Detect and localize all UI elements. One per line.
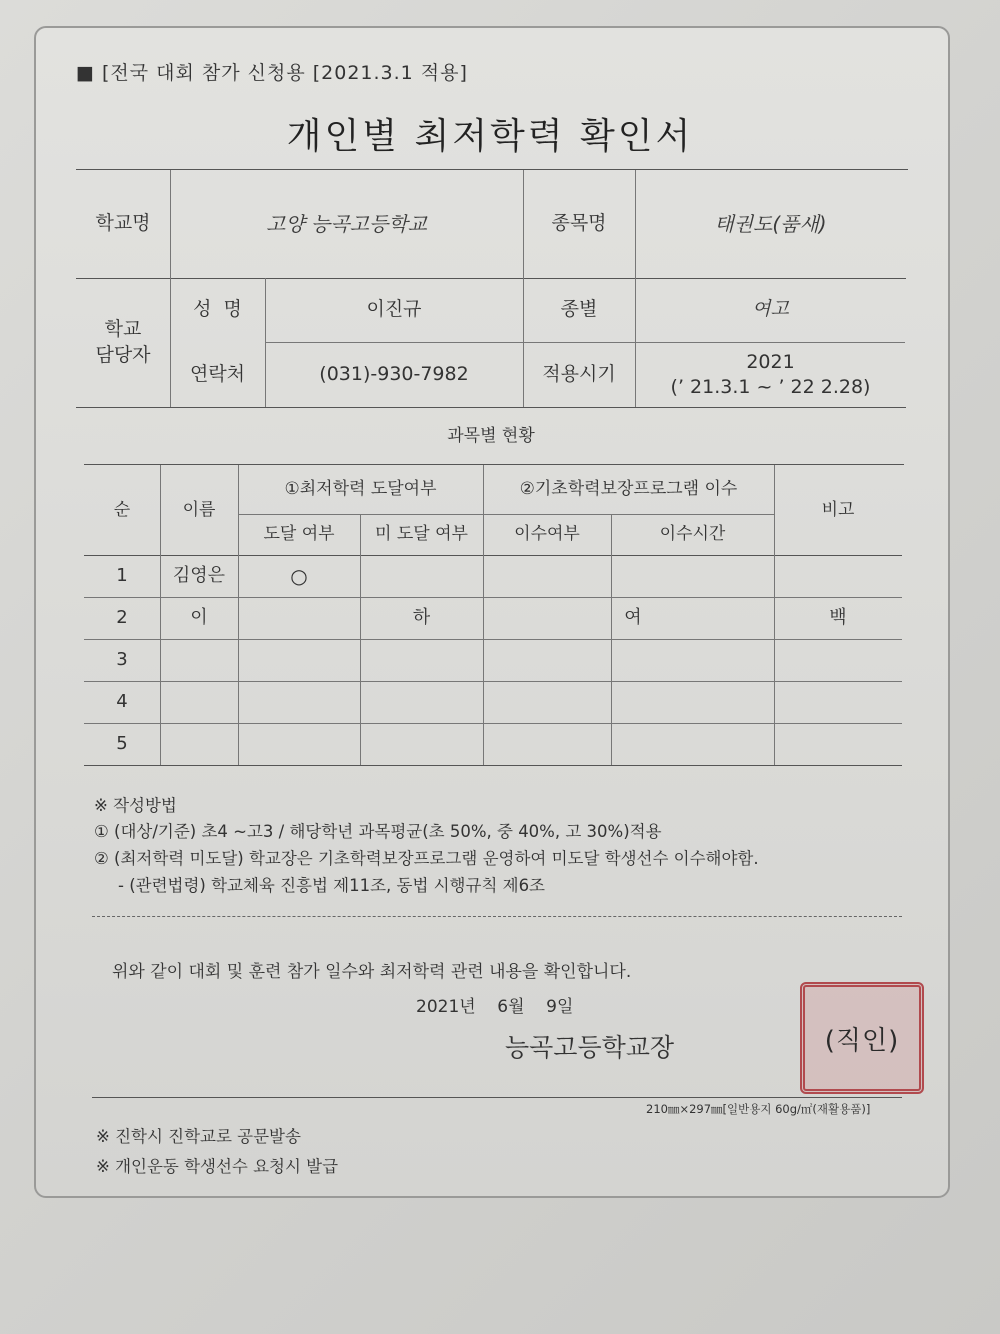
row1-reached: ○ [290, 564, 308, 588]
contact-value: (031)-930-7982 [319, 362, 469, 385]
stamp-label: (직인) [824, 1025, 900, 1056]
row2-not-reached: 하 [412, 607, 431, 629]
row1-not-reached [360, 556, 483, 597]
category-value: 여고 [752, 298, 789, 321]
row1-completed [483, 556, 611, 597]
info-bottom-border [76, 407, 906, 408]
col-no-header: 순 [113, 499, 131, 520]
row2-hours: 여 [624, 607, 642, 629]
row1-name: 김영은 [172, 565, 226, 587]
footer-divider [92, 1097, 902, 1098]
group2-header: ②기초학력보장프로그램 이수 [519, 479, 738, 500]
header-note: ■ [전국 대회 참가 신청용 [2021.3.1 적용] [76, 62, 468, 84]
status-row-line-2 [84, 639, 902, 640]
school-value: 고양 능곡고등학교 [266, 211, 427, 236]
document-title: 개인별 최저학력 확인서 [286, 116, 694, 157]
sub-completed-header: 이수여부 [514, 524, 580, 545]
instructions-heading: ※ 작성방법 [94, 796, 177, 815]
sport-value: 태권도(품새) [714, 211, 827, 236]
name-value: 이진규 [366, 298, 422, 321]
row2-completed [483, 598, 611, 639]
sport-label: 종목명 [551, 212, 607, 235]
row1-no: 1 [116, 565, 128, 587]
principal-name: 능곡고등학교장 [505, 1033, 675, 1062]
row3-no: 3 [116, 649, 128, 671]
period-label: 적용시기 [542, 362, 616, 385]
row1-hours [611, 556, 774, 597]
category-label: 종별 [560, 298, 598, 321]
col-name-header: 이름 [182, 499, 216, 520]
instructions-line1: ① (대상/기준) 초4 ~고3 / 해당학년 과목평균(초 50%, 중 40%, 고 30%)적용 [94, 822, 662, 841]
sub-not-reached-header: 미 도달 여부 [375, 524, 468, 545]
row2-name: 이 [190, 607, 208, 629]
name-label: 성 명 [193, 298, 242, 321]
footer-note-1: ※ 진학시 진학교로 공문발송 [96, 1127, 301, 1146]
period-range: (’ 21.3.1 ~ ’ 22 2.28) [670, 375, 871, 398]
manager-label [76, 278, 170, 407]
row2-remark: 백 [829, 607, 847, 629]
instructions-line2: ② (최저학력 미도달) 학교장은 기초학력보장프로그램 운영하여 미도달 학생선수 이수해야함. [94, 849, 759, 868]
instructions-divider [92, 916, 902, 917]
manager-label-line2: 담당자 [95, 343, 151, 366]
manager-label-line1: 학교 [104, 317, 142, 340]
period-value [635, 342, 906, 407]
paper-spec: 210㎜×297㎜[일반용지 60g/㎡(재활용품)] [646, 1102, 871, 1116]
row2-no: 2 [116, 607, 128, 629]
contact-label: 연락처 [189, 362, 246, 385]
instructions-line3: - (관련법령) 학교체육 진흥법 제11조, 동법 시행규칙 제6조 [118, 876, 545, 895]
col-remark-header: 비고 [821, 499, 855, 520]
confirmation-text: 위와 같이 대회 및 훈련 참가 일수와 최저학력 관련 내용을 확인합니다. [112, 962, 632, 982]
row2-reached [238, 598, 360, 639]
status-row-line-3 [84, 681, 902, 682]
row1-remark [774, 556, 902, 597]
sub-reached-header: 도달 여부 [263, 524, 335, 545]
period-year: 2021 [746, 350, 795, 373]
confirmation-date: 2021년 6월 9일 [416, 997, 574, 1017]
status-row-line-4 [84, 723, 902, 724]
sub-hours-header: 이수시간 [659, 524, 726, 545]
row5-no: 5 [116, 733, 128, 755]
row4-no: 4 [116, 691, 128, 713]
footer-note-2: ※ 개인운동 학생선수 요청시 발급 [96, 1157, 339, 1176]
status-bottom-border [84, 765, 902, 766]
official-seal-stamp [800, 982, 924, 1094]
subject-status-heading: 과목별 현황 [447, 425, 535, 446]
group1-header: ①최저학력 도달여부 [284, 479, 437, 500]
school-label: 학교명 [95, 212, 151, 235]
